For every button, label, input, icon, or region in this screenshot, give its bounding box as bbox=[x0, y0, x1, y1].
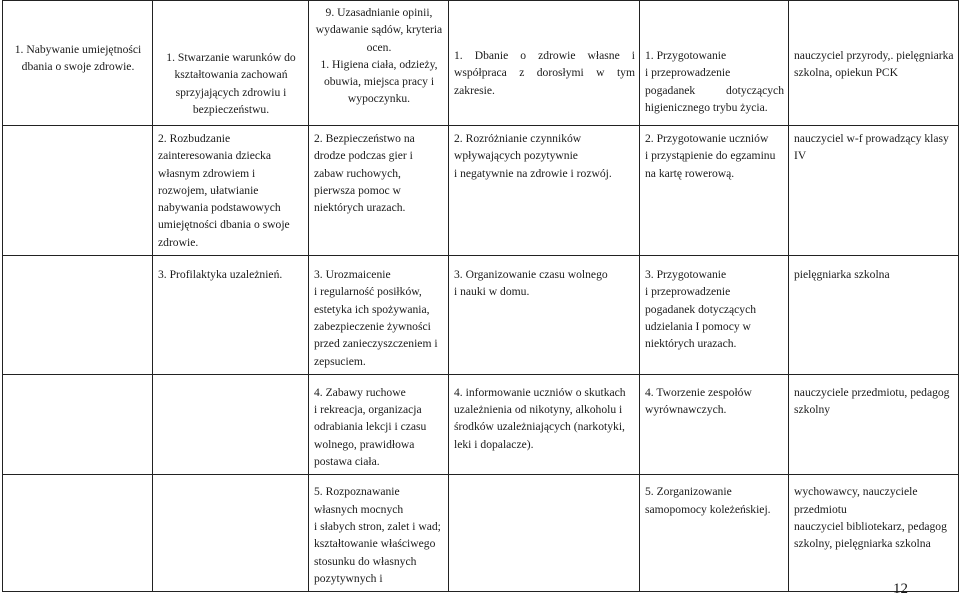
table-cell: 5. Rozpoznawanie własnych mocnych i słabych stron, zalet i wad; kształtowanie właściwego stosunku do własnych pozytywnych i bbox=[309, 475, 449, 592]
table-cell: 4. Zabawy ruchowe i rekreacja, organizacja odrabiania lekcji i czasu wolnego, prawidłowa postawa ciała. bbox=[309, 374, 449, 474]
table-cell: 3. Przygotowanie i przeprowadzenie pogadanek dotyczących udzielania I pomocy w niektórych urazach. bbox=[640, 256, 789, 375]
table-cell bbox=[3, 126, 153, 256]
table-cell: pielęgniarka szkolna bbox=[789, 256, 959, 375]
table-cell: 2. Bezpieczeństwo na drodze podczas gier i zabaw ruchowych, pierwsza pomoc w niektórych urazach. bbox=[309, 126, 449, 256]
page-number: 12 bbox=[893, 581, 908, 596]
table-cell: 1. Stwarzanie warunków do kształtowania zachowań sprzyjających zdrowiu i bezpieczeństwu. bbox=[153, 1, 309, 126]
table-cell: 3. Organizowanie czasu wolnego i nauki w domu. bbox=[449, 256, 640, 375]
table-cell: 9. Uzasadnianie opinii, wydawanie sądów, kryteria ocen. 1. Higiena ciała, odzieży, obuwia, miejsca pracy i wypoczynku. bbox=[309, 1, 449, 126]
table-cell: 5. Zorganizowanie samopomocy koleżeńskiej. bbox=[640, 475, 789, 592]
program-table bbox=[2, 0, 959, 592]
table-cell bbox=[3, 374, 153, 474]
table-cell: nauczyciele przedmiotu, pedagog szkolny bbox=[789, 374, 959, 474]
table-cell: 3. Urozmaicenie i regularność posiłków, estetyka ich spożywania, zabezpieczenie żywności przed zanieczyszczeniem i zepsuciem. bbox=[309, 256, 449, 375]
table-cell: 1. Przygotowanie i przeprowadzenie pogadanek dotyczących higienicznego trybu życia. bbox=[640, 1, 789, 126]
table-cell: wychowawcy, nauczyciele przedmiotu nauczyciel bibliotekarz, pedagog szkolny, pielęgniarka szkolna bbox=[789, 475, 959, 592]
table-cell: 2. Rozbudzanie zainteresowania dziecka własnym zdrowiem i rozwojem, ułatwianie nabywania podstawowych umiejętności dbania o swoje zdrowie. bbox=[153, 126, 309, 256]
table-cell bbox=[3, 475, 153, 592]
table-row bbox=[3, 126, 959, 256]
table-cell: 3. Profilaktyka uzależnień. bbox=[153, 256, 309, 375]
table-row bbox=[3, 1, 959, 126]
table-cell: 1. Nabywanie umiejętności dbania o swoje zdrowie. bbox=[3, 1, 153, 126]
table-row bbox=[3, 256, 959, 375]
table-cell bbox=[153, 475, 309, 592]
table-cell bbox=[153, 374, 309, 474]
table-cell: nauczyciel przyrody,. pielęgniarka szkolna, opiekun PCK bbox=[789, 1, 959, 126]
table-row bbox=[3, 475, 959, 592]
table-cell: 2. Rozróżnianie czynników wpływających pozytywnie i negatywnie na zdrowie i rozwój. bbox=[449, 126, 640, 256]
table-cell bbox=[3, 256, 153, 375]
table-cell: nauczyciel w-f prowadzący klasy IV bbox=[789, 126, 959, 256]
table-row bbox=[3, 374, 959, 474]
table-cell: 2. Przygotowanie uczniów i przystąpienie do egzaminu na kartę rowerową. bbox=[640, 126, 789, 256]
table-cell: 1. Dbanie o zdrowie własne i współpraca z dorosłymi w tym zakresie. bbox=[449, 1, 640, 126]
table-cell: 4. Tworzenie zespołów wyrównawczych. bbox=[640, 374, 789, 474]
table-cell bbox=[449, 475, 640, 592]
table-cell: 4. informowanie uczniów o skutkach uzależnienia od nikotyny, alkoholu i środków uzależniających (narkotyki, leki i dopalacze). bbox=[449, 374, 640, 474]
